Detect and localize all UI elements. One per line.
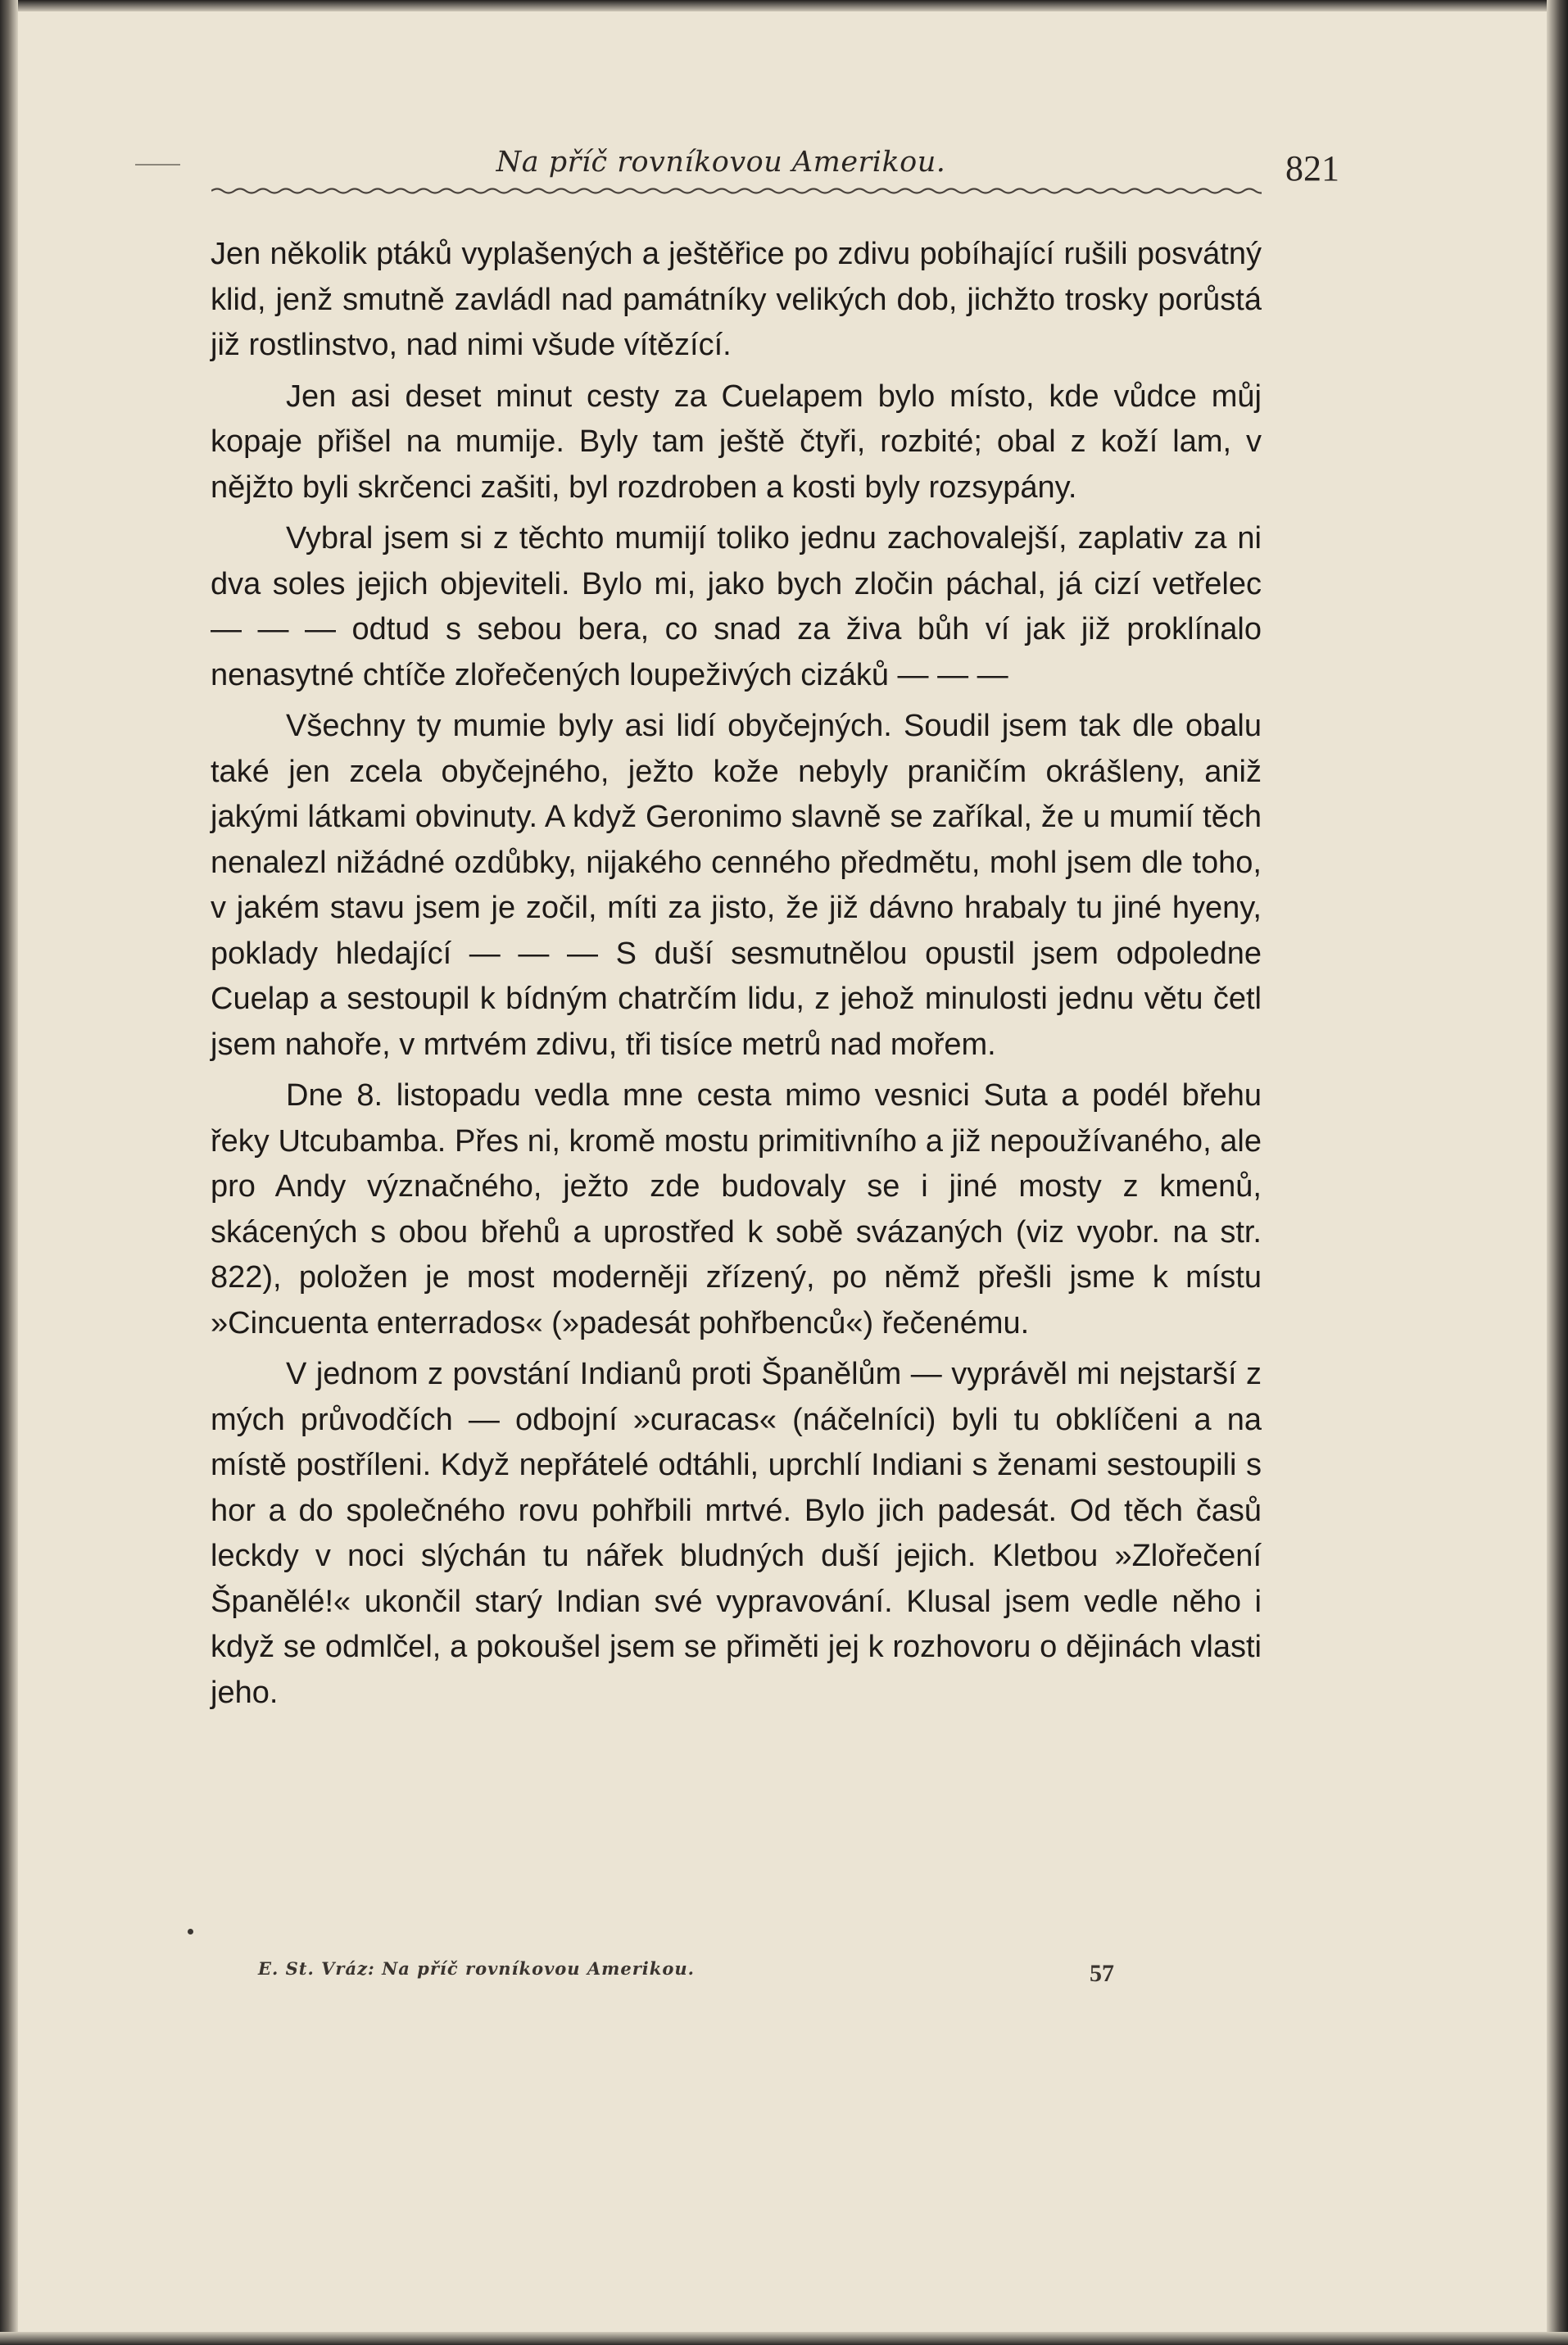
paragraph-5: Dne 8. listopadu vedla mne cesta mimo vesnici Suta a podél břehu řeky Utcubamba. Přes ni, kromě mostu primitivního a již nepoužívaného, ale pro Andy význačného, ježto zde budovaly se i jiné mosty z kmenů, skácených s obou břehů a uprostřed k sobě svázaných (viz vyobr. na str. 822), položen je most moderněji zřízený, po němž přešli jsme k místu »Cincuenta enterrados« (»padesát pohřbenců«) řečenému. [211,1078,1262,1340]
paragraph-3: Vybral jsem si z těchto mumijí toliko jednu zachovalejší, zaplativ za ni dva soles jejich objeviteli. Bylo mi, jako bych zločin páchal, já cizí vetřelec — — — odtud s sebou bera, co snad za živa bůh ví jak již proklínalo nenasytné chtíče zlořečených loupeživých cizáků — — — [211,521,1262,692]
running-header-title: Na příč rovníkovou Amerikou. [496,146,946,179]
page-right-edge [1547,0,1568,2345]
paragraph-6: V jednom z povstání Indianů proti Španělům — vyprávěl mi nejstarší z mých průvodčích — odbojní »curacas« (náčelníci) byli tu obklíčeni a na místě postříleni. Když nepřátelé odtáhli, uprchlí Indiani s ženami sestoupili s hor a do společného rovu pohřbili mrtvé. Bylo jich padesát. Od těch časů leckdy v noci slýchán tu nářek bludných duší jejich. Kletbou »Zlořečení Španělé!« ukončil starý Indian své vypravování. Klusal jsem vedle něho i když se odmlčel, a pokoušel jsem se přiměti jej k rozhovoru o dějinách vlasti jeho. [211,1357,1262,1710]
header-wavy-rule [211,184,1262,198]
page-number: 821 [1285,148,1339,188]
page-left-edge [0,0,18,2345]
paragraph-4: Všechny ty mumie byly asi lidí obyčejných. Soudil jsem tak dle obalu také jen zcela obyčejného, ježto kože nebyly praničím okrášleny, aniž jakými látkami obvinuty. A když Geronimo slavně se zaříkal, že u mumií těch nenalezl nižádné ozdůbky, nijakého cenného předmětu, mohl jsem dle toho, v jakém stavu jsem je zočil, míti za jisto, že již dávno hrabaly tu jiné hyeny, poklady hledající — — — S duší sesmutnělou opustil jsem odpoledne Cuelap a sestoupil k bídným chatrčím lidu, z jehož minulosti jednu větu četl jsem nahoře, v mrtvém zdivu, tři tisíce metrů nad mořem. [211,709,1262,1062]
footer-reference: E. St. Vráz: Na příč rovníkovou Amerikou. [258,1958,695,1979]
paragraph-1: Jen několik ptáků vyplašených a ještěřice po zdivu pobíhající rušili posvátný klid, jenž smutně zavládl nad památníky velikých dob, jichžto trosky porůstá již rostlinstvo, nad nimi všude vítězící. [211,237,1262,362]
margin-dot [188,1929,193,1935]
body-text [211,232,1262,1721]
paragraph-2: Jen asi deset minut cesty za Cuelapem bylo místo, kde vůdce můj kopaje přišel na mumije. Byly tam ještě čtyři, rozbité; obal z koží lam, v nějžto byli skrčenci zašiti, byl rozdroben a kosti byly rozsypány. [211,379,1262,505]
header-left-rule [135,164,180,166]
signature-mark: 57 [1090,1960,1114,1987]
page-top-edge [0,0,1568,11]
page-bottom-edge [0,2332,1568,2345]
